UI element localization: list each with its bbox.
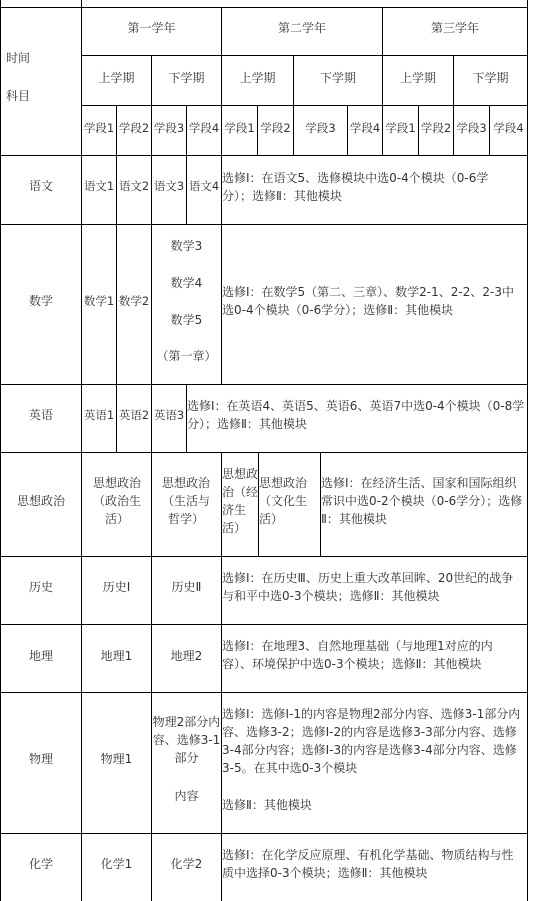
- module-cell: 思想政治（经济生活）: [222, 467, 259, 535]
- table-border: [0, 7, 528, 8]
- stage-header: 学段2: [260, 121, 291, 135]
- module-cell: 化学2: [170, 857, 203, 871]
- semester-header: 上学期: [98, 71, 135, 85]
- table-border: [0, 833, 528, 834]
- table-border: [0, 384, 528, 385]
- module-cell: 英语2: [118, 408, 150, 422]
- subject-name: 物理: [28, 752, 53, 766]
- elective-description: 选修Ⅱ：其他模块: [222, 798, 312, 812]
- module-cell: 语文3: [153, 179, 185, 193]
- module-cell: 历史Ⅱ: [171, 580, 202, 594]
- module-cell: 地理1: [100, 649, 133, 663]
- elective-description: 选修Ⅰ：在地理3、自然地理基础（与地理1对应的内容）、环境保护中选0-3个模块；选修Ⅱ：其他模块: [222, 639, 493, 671]
- stage-header: 学段4: [188, 121, 220, 135]
- table-border: [0, 692, 528, 693]
- module-cell: 数学5: [170, 313, 203, 327]
- module-cell: 语文1: [83, 179, 115, 193]
- subject-name: 语文: [28, 179, 53, 193]
- module-cell: 历史Ⅰ: [102, 580, 131, 594]
- module-cell: 语文2: [118, 179, 150, 193]
- table-border: [0, 155, 528, 156]
- table-border: [0, 452, 528, 453]
- elective-description: 选修Ⅰ：选修Ⅰ-1的内容是物理2部分内容、选修3-1部分内容、选修3-2；选修Ⅰ-2的内容是选修3-3部分内容、选修3-4部分内容；选修Ⅰ-3的内容是选修3-4部分内容、选修3-5。在其中选0-3个模块: [222, 707, 521, 775]
- stage-header: 学段3: [153, 121, 185, 135]
- elective-description: 选修Ⅰ：在经济生活、国家和国际组织常识中选0-2个模块（0-6学分）；选修Ⅱ：其他模块: [321, 476, 523, 526]
- subject-name: 历史: [28, 580, 53, 594]
- semester-header: 上学期: [239, 71, 276, 85]
- stage-header: 学段1: [224, 121, 255, 135]
- year-2-header: 第二学年: [277, 21, 326, 35]
- table-border: [527, 0, 528, 901]
- module-cell: 数学3: [170, 239, 203, 253]
- elective-description: 选修Ⅰ：在化学反应原理、有机化学基础、物质结构与性质中选择0-3个模块；选修Ⅱ：其他模块: [222, 848, 514, 880]
- module-cell: 数学2: [118, 294, 150, 308]
- stage-header: 学段4: [493, 121, 524, 135]
- module-cell: 思想政治（政治生活）: [92, 476, 141, 526]
- stage-header: 学段3: [305, 121, 336, 135]
- module-cell: 物理1: [100, 752, 133, 766]
- table-border: [81, 105, 528, 106]
- stage-header: 学段2: [118, 121, 150, 135]
- stage-header: 学段2: [420, 121, 452, 135]
- semester-header: 下学期: [168, 71, 205, 85]
- module-cell: 物理2部分内容、选修3-1部分: [152, 715, 221, 765]
- header-time-label: 时间: [6, 51, 31, 65]
- table-border: [81, 55, 528, 56]
- table-border: [151, 452, 152, 557]
- elective-description: 选修Ⅰ：在历史Ⅲ、历史上重大改革回眸、20世纪的战争与和平中选0-3个模块；选修Ⅱ：其他模块: [222, 571, 514, 603]
- subject-name: 地理: [28, 649, 53, 663]
- semester-header: 下学期: [472, 71, 509, 85]
- module-cell: 语文4: [188, 179, 220, 193]
- stage-header: 学段3: [456, 121, 487, 135]
- module-cell: 内容: [174, 789, 199, 803]
- year-3-header: 第三学年: [430, 21, 479, 35]
- table-border: [0, 556, 528, 557]
- subject-name: 化学: [28, 857, 53, 871]
- elective-description: 选修Ⅰ：在数学5（第二、三章）、数学2-1、2-2、2-3中选0-4个模块（0-6学分）；选修Ⅱ：其他模块: [222, 285, 514, 317]
- table-border: [0, 624, 528, 625]
- year-1-header: 第一学年: [127, 21, 176, 35]
- stage-header: 学段4: [349, 121, 381, 135]
- module-cell: 思想政治（文化生活）: [259, 476, 308, 526]
- subject-name: 思想政治: [16, 494, 65, 508]
- subject-name: 英语: [28, 408, 53, 422]
- stage-header: 学段1: [385, 121, 416, 135]
- subject-name: 数学: [28, 294, 53, 308]
- semester-header: 上学期: [399, 71, 436, 85]
- module-cell: （第一章）: [156, 349, 217, 363]
- module-cell: 地理2: [170, 649, 203, 663]
- module-cell: 思想政治（生活与哲学）: [161, 476, 210, 526]
- header-subject-label: 科目: [6, 89, 31, 103]
- table-border: [0, 224, 528, 225]
- module-cell: 数学1: [83, 294, 115, 308]
- elective-description: 选修Ⅰ：在英语4、英语5、英语6、英语7中选0-4个模块（0-8学分）；选修Ⅱ：其他模块: [187, 399, 525, 431]
- module-cell: 化学1: [100, 857, 133, 871]
- semester-header: 下学期: [319, 71, 356, 85]
- elective-description: 选修Ⅰ：在语文5、选修模块中选0-4个模块（0-6学分）；选修Ⅱ：其他模块: [222, 171, 489, 203]
- module-cell: 数学4: [170, 276, 203, 290]
- module-cell: 英语3: [153, 408, 185, 422]
- stage-header: 学段1: [83, 121, 115, 135]
- module-cell: 英语1: [83, 408, 115, 422]
